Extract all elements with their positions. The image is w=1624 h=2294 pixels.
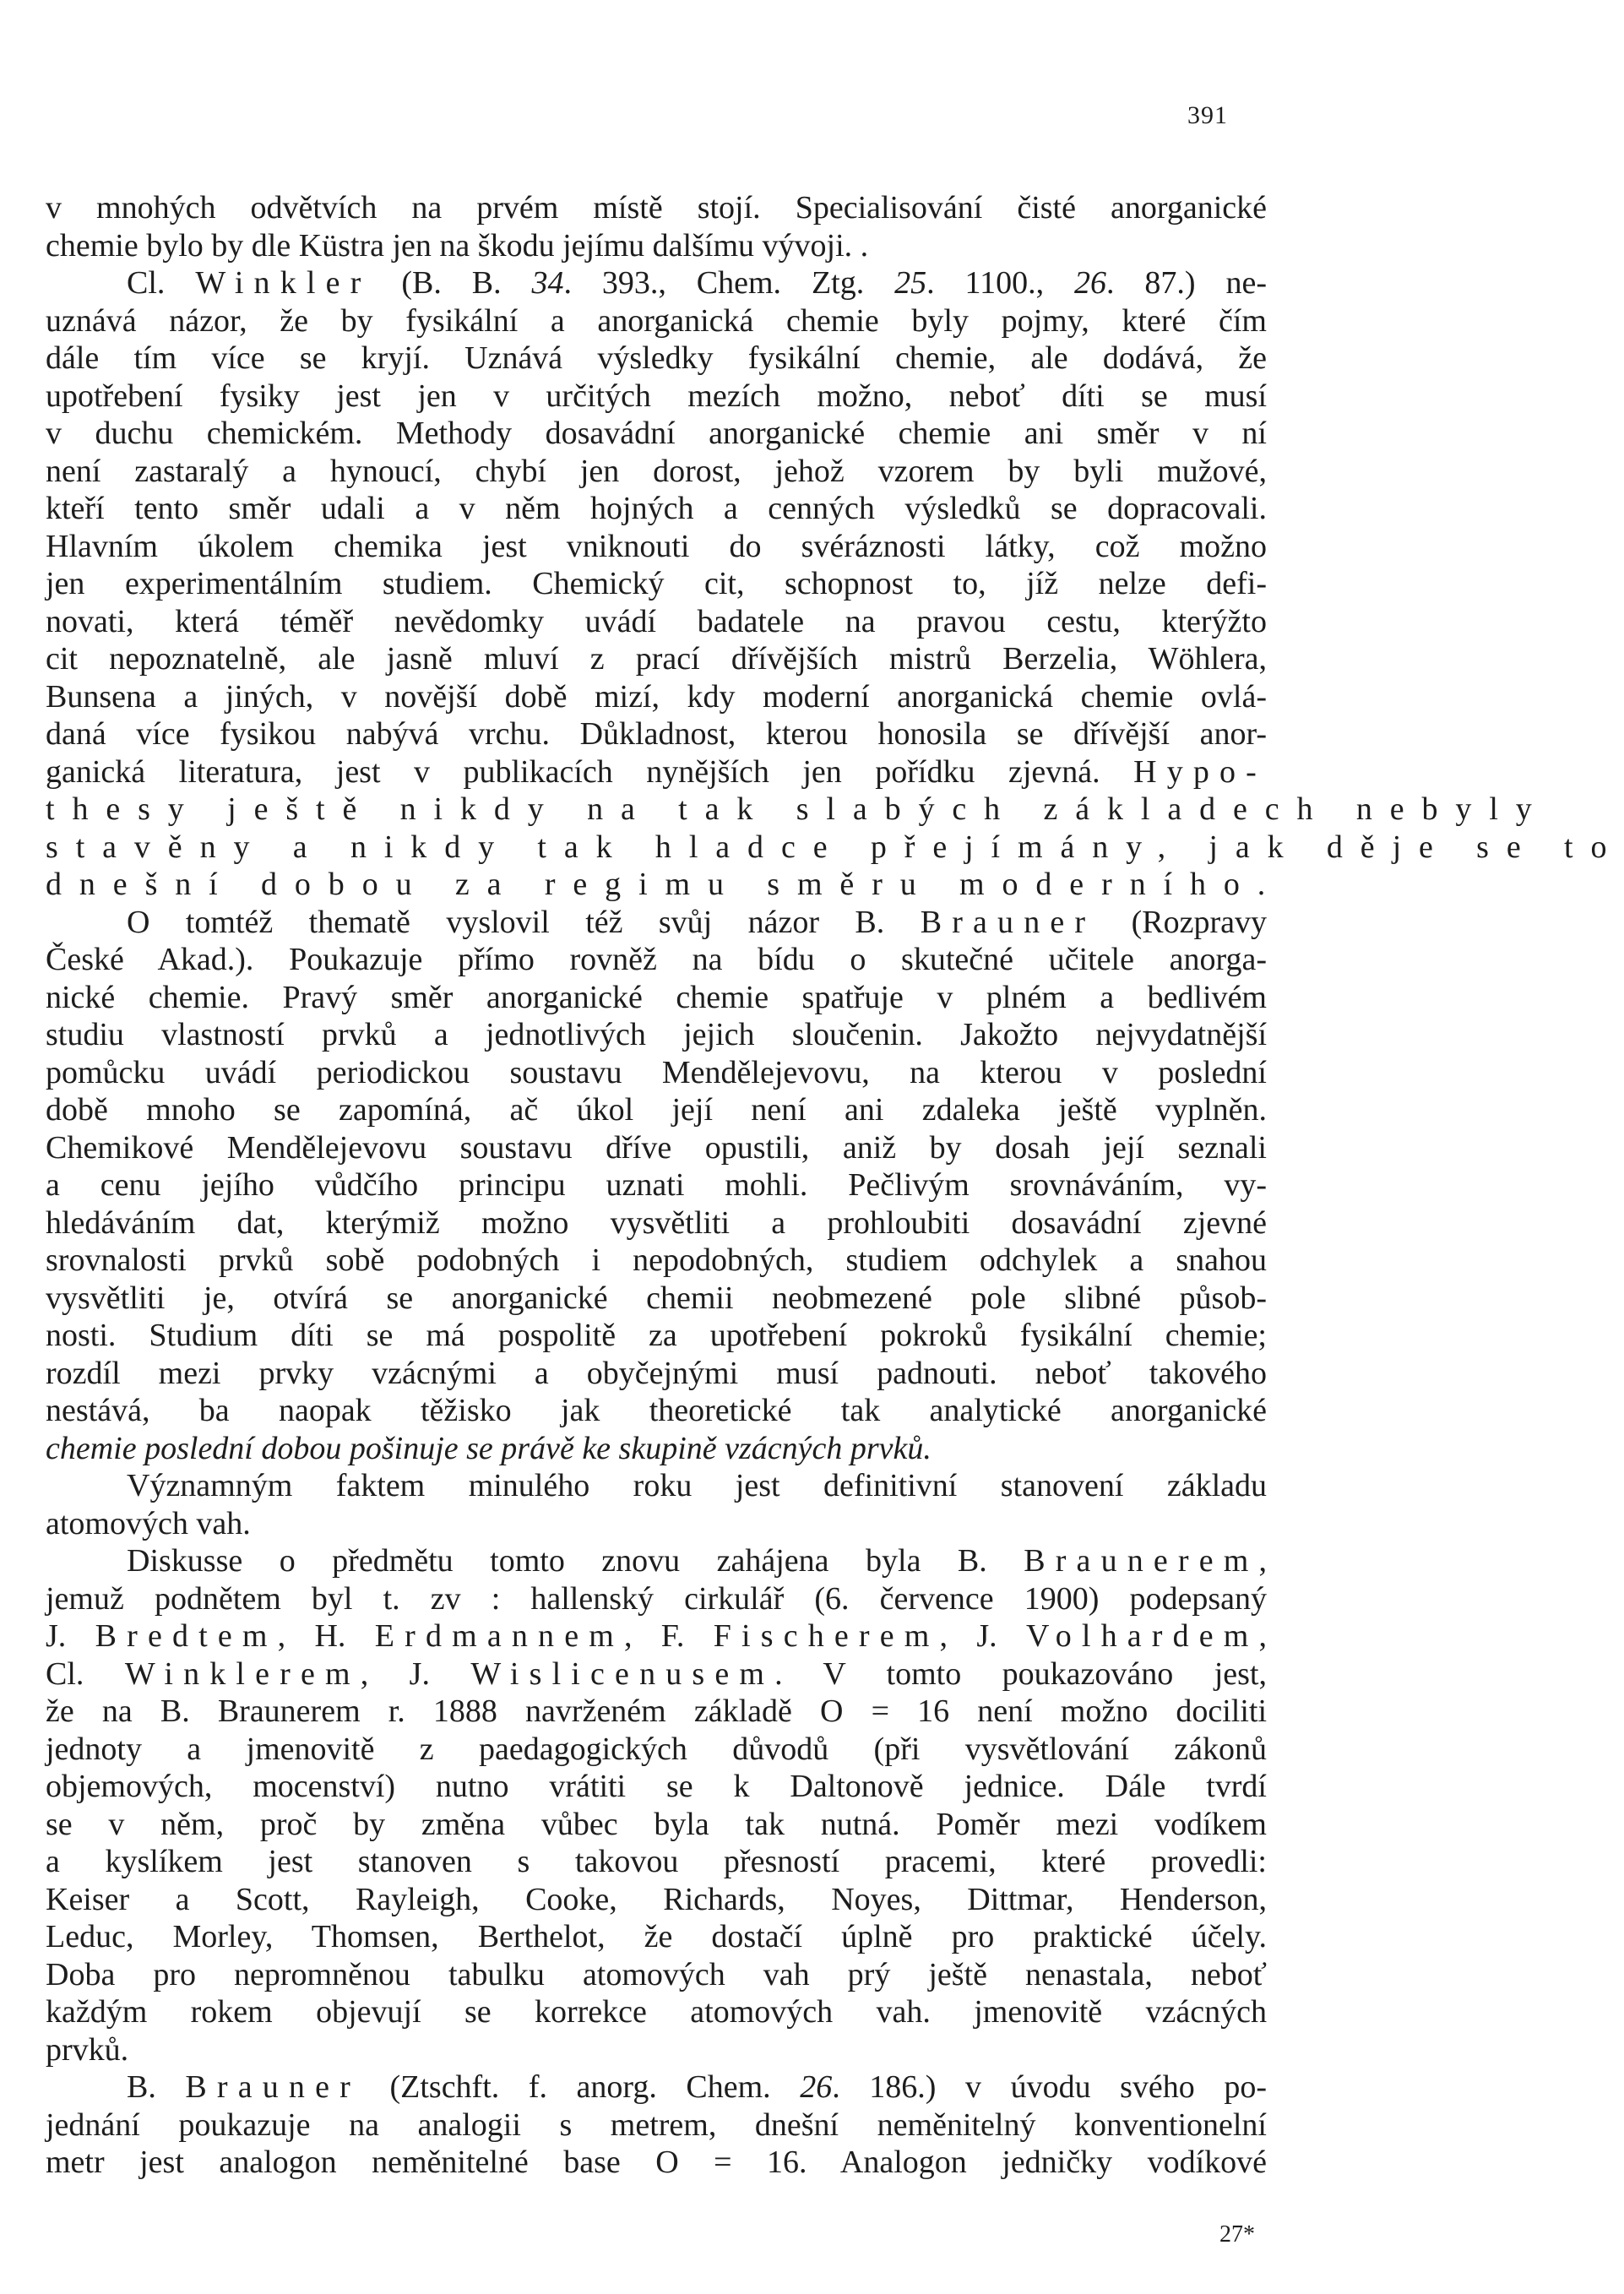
text-line: studiu vlastností prvků a jednotlivých jejich sloučenin. Jakožto nejvydatnější <box>46 1017 1267 1052</box>
text-line: cit nepoznatelně, ale jasně mluví z prací dřívějších mistrů Berzelia, Wöhlera, <box>46 641 1267 677</box>
body-text <box>46 189 1624 2182</box>
text-line: novati, která téměř nevědomky uvádí badatele na pravou cestu, kterýžto <box>46 603 1267 639</box>
text-line: prvků. <box>46 2031 129 2068</box>
text-line: se v něm, proč by změna vůbec byla tak nutná. Poměr mezi vodíkem <box>46 1806 1267 1842</box>
text-line: B. Brauner (Ztschft. f. anorg. Chem. 26. 186.) v úvodu svého po- <box>127 2069 1267 2105</box>
text-line: České Akad.). Poukazuje přímo rovněž na bídu o skutečné učitele anorga- <box>46 942 1267 977</box>
page-number: 391 <box>1187 101 1228 129</box>
text-line: Cl. Winkler (B. B. 34. 393., Chem. Ztg. 25. 1100., 26. 87.) ne- <box>127 265 1267 301</box>
text-line: rozdíl mezi prvky vzácnými a obyčejnými musí padnouti. neboť takového <box>46 1355 1267 1391</box>
text-line: nosti. Studium díti se má pospolitě za upotřebení pokroků fysikální chemie; <box>46 1318 1267 1353</box>
text-line: Keiser a Scott, Rayleigh, Cooke, Richards, Noyes, Dittmar, Henderson, <box>46 1881 1267 1917</box>
text-line: Bunsena a jiných, v novější době mizí, kdy moderní anorganická chemie ovlá- <box>46 678 1267 715</box>
text-line: objemových, mocenství) nutno vrátiti se k Daltonově jednice. Dále tvrdí <box>46 1769 1267 1804</box>
text-line: Chemikové Mendělejevovu soustavu dříve opustili, aniž by dosah její seznali <box>46 1129 1267 1166</box>
text-line: jednání poukazuje na analogii s metrem, dnešní neměnitelný konventionelní <box>46 2106 1267 2143</box>
text-line: jemuž podnětem byl t. zv : hallenský cirkulář (6. července 1900) podepsaný <box>46 1580 1267 1617</box>
text-line: hledáváním dat, kterýmiž možno vysvětliti a prohloubiti dosavádní zjevné <box>46 1204 1267 1241</box>
text-line: vysvětliti je, otvírá se anorganické chemii neobmezené pole slibné působ- <box>46 1280 1267 1316</box>
text-line: O tomtéž thematě vyslovil též svůj názor B. Brauner (Rozpravy <box>127 904 1267 940</box>
text-line: daná více fysikou nabývá vrchu. Důkladnost, kterou honosila se dřívější anor- <box>46 716 1267 752</box>
text-line: každým rokem objevují se korrekce atomových vah. jmenovitě vzácných <box>46 1994 1267 2030</box>
text-line: dnešní dobou za regimu směru moderního. <box>46 867 1266 902</box>
text-line: a cenu jejího vůdčího principu uznati mohli. Pečlivým srovnáváním, vy- <box>46 1167 1267 1203</box>
text-line: v mnohých odvětvích na prvém místě stojí. Specialisování čisté anorganické <box>46 190 1267 226</box>
text-line: srovnalosti prvků sobě podobných i nepodobných, studiem odchylek a snahou <box>46 1242 1267 1278</box>
text-line: pomůcku uvádí periodickou soustavu Mendělejevovu, na kterou v poslední <box>46 1054 1267 1090</box>
text-line: Diskusse o předmětu tomto znovu zahájena byla B. Braunerem, <box>127 1543 1267 1579</box>
text-line: době mnoho se zapomíná, ač úkol její není ani zdaleka ještě vyplněn. <box>46 1092 1267 1128</box>
text-line: Hlavním úkolem chemika jest vniknouti do svéráznosti látky, což možno <box>46 528 1267 564</box>
text-line: thesy ještě nikdy na tak slabých základech nebyly <box>46 791 1550 827</box>
text-line: stavěny a nikdy tak hladce přejímány, jak děje se to <box>46 829 1624 865</box>
text-line: atomových vah. <box>46 1505 251 1541</box>
text-line: jen experimentálním studiem. Chemický cit, schopnost to, jíž nelze defi- <box>46 566 1267 601</box>
text-line: není zastaralý a hynoucí, chybí jen dorost, jehož vzorem by byli mužové, <box>46 453 1267 489</box>
text-line: upotřebení fysiky jest jen v určitých mezích možno, neboť díti se musí <box>46 378 1267 414</box>
text-line: nické chemie. Pravý směr anorganické chemie spatřuje v plném a bedlivém <box>46 979 1267 1015</box>
text-line: metr jest analogon neměnitelné base O = 16. Analogon jedničky vodíkové <box>46 2145 1267 2180</box>
text-line: chemie bylo by dle Küstra jen na škodu jejímu dalšímu vývoji. . <box>46 227 869 264</box>
text-line: chemie poslední dobou pošinuje se právě ke skupině vzácných prvků. <box>46 1430 931 1466</box>
text-line: Významným faktem minulého roku jest definitivní stanovení základu <box>127 1468 1267 1503</box>
text-line: kteří tento směr udali a v něm hojných a cenných výsledků se dopracovali. <box>46 491 1267 526</box>
text-line: Leduc, Morley, Thomsen, Berthelot, že dostačí úplně pro praktické účely. <box>46 1919 1267 1954</box>
text-line: ganická literatura, jest v publikacích nynějších jen pořídku zjevná. Hypo- <box>46 753 1267 790</box>
text-line: dále tím více se kryjí. Uznává výsledky fysikální chemie, ale dodává, že <box>46 340 1267 376</box>
text-line: J. Bredtem, H. Erdmannem, F. Fischerem, J. Volhardem, <box>46 1618 1268 1654</box>
text-line: v duchu chemickém. Methody dosavádní anorganické chemie ani směr v ní <box>46 416 1267 451</box>
text-line: uznává názor, že by fysikální a anorganická chemie byly pojmy, které čím <box>46 302 1267 339</box>
text-line: Cl. Winklerem, J. Wislicenusem. V tomto poukazováno jest, <box>46 1655 1267 1692</box>
text-line: nestává, ba naopak těžisko jak theoretické tak analytické anorganické <box>46 1393 1267 1428</box>
text-line: jednoty a jmenovitě z paedagogických důvodů (při vysvětlování zákonů <box>46 1731 1267 1767</box>
text-line: že na B. Braunerem r. 1888 navrženém základě O = 16 není možno dociliti <box>46 1693 1267 1729</box>
text-line: Doba pro nepromněnou tabulku atomových vah prý ještě nenastala, neboť <box>46 1956 1267 1992</box>
text-line: a kyslíkem jest stanoven s takovou přesností pracemi, které provedli: <box>46 1844 1267 1879</box>
signature-mark: 27* <box>1219 2221 1255 2248</box>
